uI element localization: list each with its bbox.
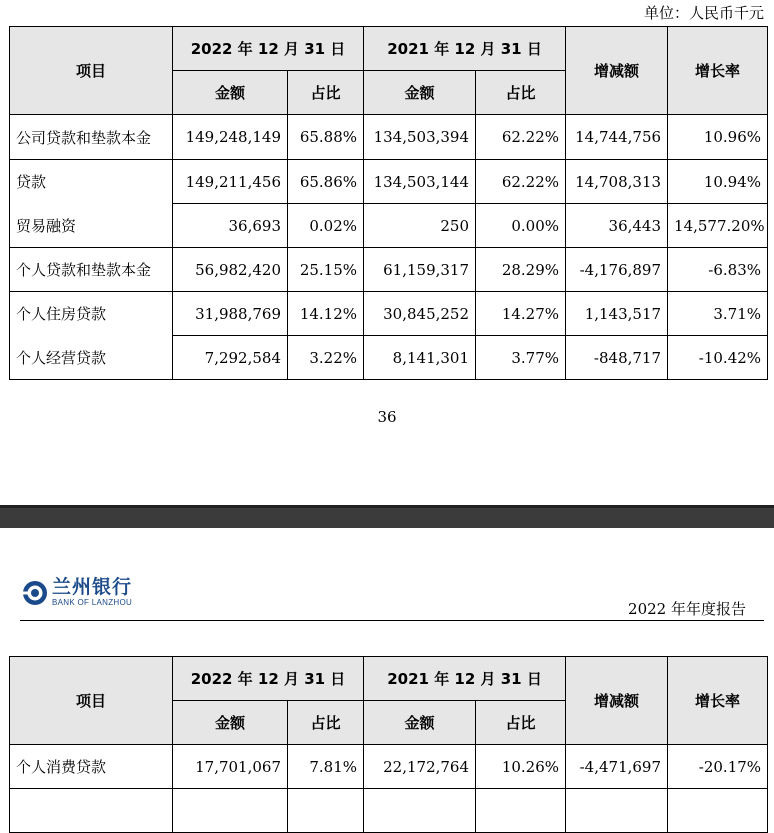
table-row bbox=[10, 336, 768, 380]
share-2022: 0.02% bbox=[288, 204, 364, 248]
header-share-2022: 占比 bbox=[288, 701, 364, 745]
unit-label: 单位：人民币千元 bbox=[643, 4, 764, 22]
header-2022: 2022 年 12 月 31 日 bbox=[173, 27, 364, 71]
logo-chinese-name: 兰州银行 bbox=[52, 576, 133, 598]
change: 14,708,313 bbox=[566, 160, 668, 204]
table-row bbox=[10, 745, 768, 789]
growth: -20.17% bbox=[668, 745, 768, 789]
growth: 10.94% bbox=[668, 160, 768, 204]
header-amount-2021: 金额 bbox=[364, 71, 476, 115]
amount-2022: 56,982,420 bbox=[173, 248, 288, 292]
row-label: 个人消费贷款 bbox=[10, 745, 173, 789]
header-growth: 增长率 bbox=[668, 657, 768, 745]
report-title: 2022 年年度报告 bbox=[628, 600, 746, 618]
header-change: 增减额 bbox=[566, 27, 668, 115]
bank-logo bbox=[22, 578, 132, 607]
growth: 10.96% bbox=[668, 115, 768, 160]
change: -848,717 bbox=[566, 336, 668, 380]
header-share-2022: 占比 bbox=[288, 71, 364, 115]
growth: 3.71% bbox=[668, 292, 768, 336]
amount-2021: 134,503,394 bbox=[364, 115, 476, 160]
row-label: 贷款 bbox=[10, 160, 173, 204]
header-2022: 2022 年 12 月 31 日 bbox=[173, 657, 364, 701]
amount-2022: 17,701,067 bbox=[173, 745, 288, 789]
growth: 14,577.20% bbox=[668, 204, 768, 248]
change: 36,443 bbox=[566, 204, 668, 248]
table-row bbox=[10, 292, 768, 336]
amount-2022: 31,988,769 bbox=[173, 292, 288, 336]
amount-2022: 149,211,456 bbox=[173, 160, 288, 204]
loan-table bbox=[9, 26, 768, 380]
row-label: 个人贷款和垫款本金 bbox=[10, 248, 173, 292]
share-2021: 62.22% bbox=[476, 160, 566, 204]
row-label: 贸易融资 bbox=[10, 204, 173, 248]
growth: -10.42% bbox=[668, 336, 768, 380]
amount-2021: 134,503,144 bbox=[364, 160, 476, 204]
table-row bbox=[10, 248, 768, 292]
share-2021: 28.29% bbox=[476, 248, 566, 292]
loan-table-continued bbox=[9, 656, 768, 833]
header-change: 增减额 bbox=[566, 657, 668, 745]
share-2022: 14.12% bbox=[288, 292, 364, 336]
share-2021: 10.26% bbox=[476, 745, 566, 789]
amount-2021: 22,172,764 bbox=[364, 745, 476, 789]
share-2022: 7.81% bbox=[288, 745, 364, 789]
header-share-2021: 占比 bbox=[476, 701, 566, 745]
share-2022: 65.88% bbox=[288, 115, 364, 160]
header-2021: 2021 年 12 月 31 日 bbox=[364, 657, 566, 701]
header-amount-2021: 金额 bbox=[364, 701, 476, 745]
bank-logo-icon bbox=[22, 580, 48, 606]
amount-2021: 30,845,252 bbox=[364, 292, 476, 336]
table-row bbox=[10, 160, 768, 204]
header-growth: 增长率 bbox=[668, 27, 768, 115]
share-2022: 25.15% bbox=[288, 248, 364, 292]
amount-2021: 61,159,317 bbox=[364, 248, 476, 292]
header-amount-2022: 金额 bbox=[173, 71, 288, 115]
table-row bbox=[10, 115, 768, 160]
amount-2022: 7,292,584 bbox=[173, 336, 288, 380]
change: -4,176,897 bbox=[566, 248, 668, 292]
row-label: 公司贷款和垫款本金 bbox=[10, 115, 173, 160]
amount-2021: 250 bbox=[364, 204, 476, 248]
amount-2021: 8,141,301 bbox=[364, 336, 476, 380]
share-2021: 3.77% bbox=[476, 336, 566, 380]
page-number: 36 bbox=[377, 408, 397, 426]
row-label: 个人经营贷款 bbox=[10, 336, 173, 380]
header-item: 项目 bbox=[10, 27, 173, 115]
table-row bbox=[10, 204, 768, 248]
row-label: 个人住房贷款 bbox=[10, 292, 173, 336]
amount-2022: 149,248,149 bbox=[173, 115, 288, 160]
change: -4,471,697 bbox=[566, 745, 668, 789]
share-2021: 0.00% bbox=[476, 204, 566, 248]
page-divider bbox=[0, 505, 774, 528]
share-2021: 14.27% bbox=[476, 292, 566, 336]
amount-2022: 36,693 bbox=[173, 204, 288, 248]
share-2021: 62.22% bbox=[476, 115, 566, 160]
header-amount-2022: 金额 bbox=[173, 701, 288, 745]
change: 14,744,756 bbox=[566, 115, 668, 160]
header-share-2021: 占比 bbox=[476, 71, 566, 115]
change: 1,143,517 bbox=[566, 292, 668, 336]
header-item: 项目 bbox=[10, 657, 173, 745]
logo-english-name: BANK OF LANZHOU bbox=[52, 598, 133, 607]
growth: -6.83% bbox=[668, 248, 768, 292]
share-2022: 3.22% bbox=[288, 336, 364, 380]
header-rule bbox=[20, 620, 764, 621]
table-row-partial bbox=[10, 789, 768, 833]
share-2022: 65.86% bbox=[288, 160, 364, 204]
header-2021: 2021 年 12 月 31 日 bbox=[364, 27, 566, 71]
